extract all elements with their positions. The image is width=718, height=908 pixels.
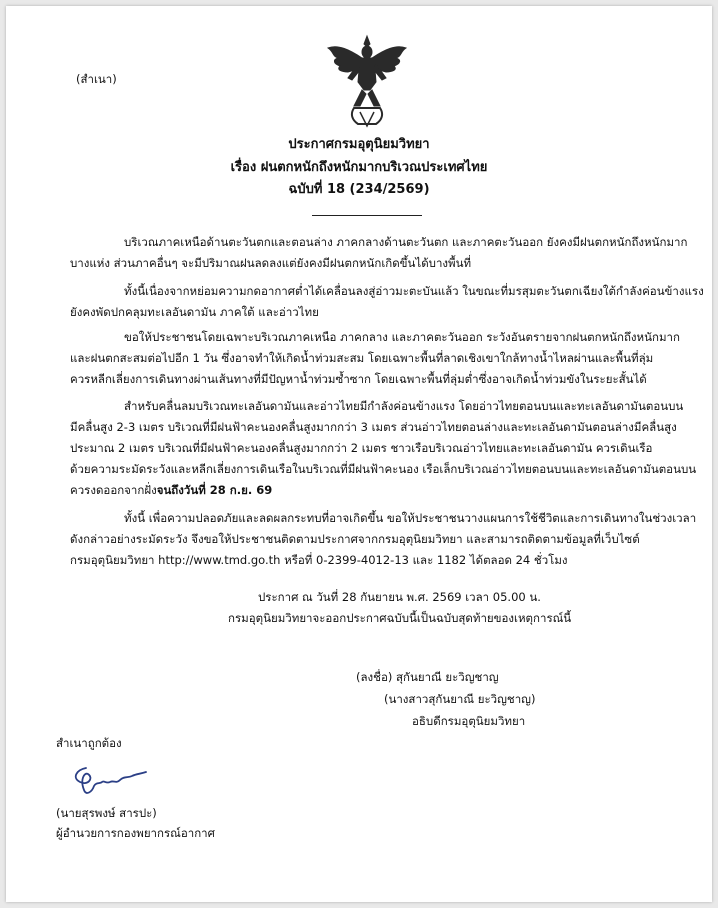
paragraph-2	[70, 281, 704, 323]
paragraph-line: ประมาณ 2 เมตร บริเวณที่มีฝนฟ้าคะนองคลื่นสูงมากกว่า 2 เมตร ชาวเรือบริเวณอ่าวไทยและทะเลอันดามัน ควรเดินเรือ	[70, 441, 653, 455]
paragraph-line: สำหรับคลื่นลมบริเวณทะเลอันดามันและอ่าวไทยมีกำลังค่อนข้างแรง โดยอ่าวไทยตอนบนและทะเลอันดามันตอนบน	[124, 399, 684, 413]
title-line3: ฉบับที่ 18 (234/2569)	[288, 182, 430, 197]
certifier-position: ผู้อำนวยการกองพยากรณ์อากาศ	[56, 826, 215, 840]
announce-final-note: กรมอุตุนิยมวิทยาจะออกประกาศฉบับนี้เป็นฉบับสุดท้ายของเหตุการณ์นี้	[228, 611, 572, 625]
copy-mark: (สำเนา)	[76, 72, 117, 86]
paragraph-line: ดังกล่าวอย่างระมัดระวัง จึงขอให้ประชาชนติดตามประกาศจากกรมอุตุนิยมวิทยา และสามารถติดตามข้อมูลที่เว็บไซต์	[70, 532, 640, 546]
title-divider	[312, 215, 422, 216]
paragraph-4	[70, 396, 697, 501]
signed-by: (ลงชื่อ) สุกันยาณี ยะวิญชาญ	[356, 670, 499, 684]
signatory-position: อธิบดีกรมอุตุนิยมวิทยา	[412, 714, 526, 728]
signatory-full-name: (นางสาวสุกันยาณี ยะวิญชาญ)	[384, 692, 536, 706]
paragraph-line: ทั้งนี้เนื่องจากหย่อมความกดอากาศต่ำได้เคลื่อนลงสู่อ่าวมะตะบันแล้ว ในขณะที่มรสุมตะวันตกเฉียงใต้กำลังค่อนข้างแรง	[124, 284, 704, 298]
paragraph-line: และฝนตกสะสมต่อไปอีก 1 วัน ซึ่งอาจทำให้เกิดน้ำท่วมสะสม โดยเฉพาะพื้นที่ลาดเชิงเขาใกล้ทางน้ำไหลผ่านและพื้นที่ลุ่ม	[70, 351, 654, 365]
announce-date: ประกาศ ณ วันที่ 28 กันยายน พ.ศ. 2569 เวลา 05.00 น.	[258, 590, 541, 604]
warning-text: ควรงดออกจากฝั่ง	[70, 483, 157, 497]
paragraph-3	[70, 327, 680, 390]
paragraph-line: ขอให้ประชาชนโดยเฉพาะบริเวณภาคเหนือ ภาคกลาง และภาคตะวันออก ระวังอันตรายจากฝนตกหนักถึงหนักมาก	[124, 330, 680, 344]
document-page	[6, 6, 712, 902]
paragraph-1	[70, 232, 688, 274]
paragraph-line: ด้วยความระมัดระวังและหลีกเลี่ยงการเดินเรือในบริเวณที่มีฝนฟ้าคะนอง เรือเล็กบริเวณอ่าวไทยตอนบนและทะเลอันดามันตอนบน	[70, 462, 697, 476]
garuda-emblem	[324, 32, 410, 128]
paragraph-line: ควรหลีกเลี่ยงการเดินทางผ่านเส้นทางที่มีปัญหาน้ำท่วมซ้ำซาก โดยเฉพาะพื้นที่ลุ่มต่ำซึ่งอาจเกิดน้ำท่วมขังในระยะสั้นได้	[70, 372, 647, 386]
paragraph-5	[70, 508, 697, 571]
certified-copy-label: สำเนาถูกต้อง	[56, 736, 122, 750]
paragraph-line: บริเวณภาคเหนือด้านตะวันตกและตอนล่าง ภาคกลางด้านตะวันตก และภาคตะวันออก ยังคงมีฝนตกหนักถึงหนักมาก	[124, 235, 688, 249]
paragraph-line	[70, 480, 656, 501]
paragraph-line: กรมอุตุนิยมวิทยา http://www.tmd.go.th หรือที่ 0-2399-4012-13 และ 1182 ได้ตลอด 24 ชั่วโมง	[70, 553, 568, 567]
title-line2: เรื่อง ฝนตกหนักถึงหนักมากบริเวณประเทศไทย	[230, 160, 488, 175]
warning-deadline: จนถึงวันที่ 28 ก.ย. 69	[156, 483, 273, 497]
paragraph-line: ยังคงพัดปกคลุมทะเลอันดามัน ภาคใต้ และอ่าวไทย	[70, 305, 319, 319]
certifier-name: (นายสุรพงษ์ สารปะ)	[56, 806, 157, 820]
paragraph-line: ทั้งนี้ เพื่อความปลอดภัยและลดผลกระทบที่อาจเกิดขึ้น ขอให้ประชาชนวางแผนการใช้ชีวิตและการเดินทางในช่วงเวลา	[124, 511, 697, 525]
handwritten-signature	[66, 762, 152, 802]
paragraph-line: มีคลื่นสูง 2-3 เมตร บริเวณที่มีฝนฟ้าคะนองคลื่นสูงมากกว่า 3 เมตร ส่วนอ่าวไทยตอนล่างและทะเลอันดามันตอนล่างมีคลื่นสูง	[70, 420, 677, 434]
paragraph-line: บางแห่ง ส่วนภาคอื่นๆ จะมีปริมาณฝนลดลงแต่ยังคงมีฝนตกหนักเกิดขึ้นได้บางพื้นที่	[70, 256, 472, 270]
title-line1: ประกาศกรมอุตุนิยมวิทยา	[288, 137, 430, 152]
